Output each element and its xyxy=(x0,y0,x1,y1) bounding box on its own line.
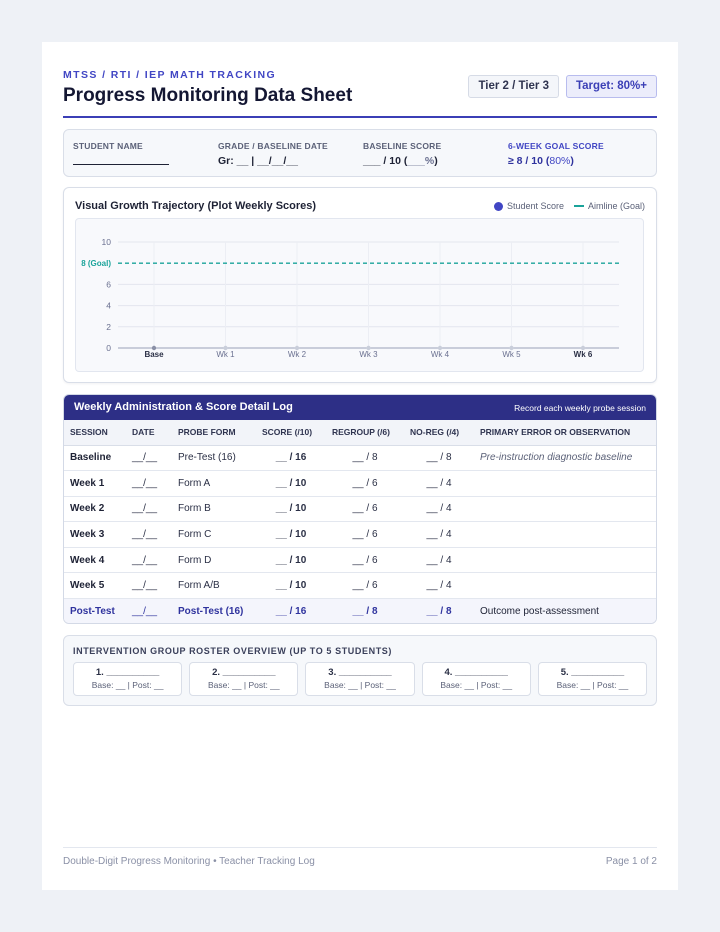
row-score[interactable]: __ / 10 xyxy=(256,522,326,548)
plot-area[interactable] xyxy=(75,218,644,372)
page-title: Progress Monitoring Data Sheet xyxy=(63,85,353,106)
table-header-row xyxy=(64,420,656,445)
roster-slot-name: 1. __________ xyxy=(95,667,160,678)
legend-aimline-label: Aimline (Goal) xyxy=(587,201,645,211)
table-row[interactable] xyxy=(64,471,656,497)
y-tick-label: 2 xyxy=(106,321,111,332)
roster-slot-name: 5. __________ xyxy=(560,667,625,678)
row-form: Form A/B xyxy=(172,573,256,599)
row-form: Form A xyxy=(172,471,256,497)
roster-grid xyxy=(73,662,647,696)
col-date: DATE xyxy=(126,420,172,445)
student-info-panel xyxy=(63,129,657,177)
row-date[interactable]: __/__ xyxy=(126,573,172,599)
row-session: Week 2 xyxy=(64,496,126,522)
row-noreg[interactable]: __ / 8 xyxy=(404,445,474,471)
col-observation: PRIMARY ERROR OR OBSERVATION xyxy=(474,420,656,445)
log-title: Weekly Administration & Score Detail Log xyxy=(74,401,293,413)
row-regroup[interactable]: __ / 8 xyxy=(326,599,404,624)
row-regroup[interactable]: __ / 6 xyxy=(326,496,404,522)
chart-legend xyxy=(494,201,645,211)
table-row[interactable] xyxy=(64,547,656,573)
roster-slot[interactable] xyxy=(305,662,414,696)
baseline-close: ) xyxy=(434,155,438,167)
legend-student-label: Student Score xyxy=(506,201,564,211)
legend-line-icon xyxy=(574,205,584,207)
x-tick-label: Wk 4 xyxy=(430,350,450,359)
page-header xyxy=(63,69,657,118)
row-form: Post-Test (16) xyxy=(172,599,256,624)
weekly-log-card xyxy=(63,394,657,624)
document-page xyxy=(42,42,678,890)
x-tick-label: Wk 3 xyxy=(359,350,378,359)
roster-slot-name: 4. __________ xyxy=(444,667,508,678)
row-date[interactable]: __/__ xyxy=(126,445,172,471)
legend-student xyxy=(494,201,564,211)
col-score: SCORE (/10) xyxy=(256,420,326,445)
row-session: Week 4 xyxy=(64,547,126,573)
grade-date-value: Gr: __ | __/__/__ xyxy=(218,155,298,167)
row-form: Form D xyxy=(172,547,256,573)
roster-slot-scores: Base: __ | Post: __ xyxy=(556,680,629,690)
y-tick-label: 10 xyxy=(101,237,111,247)
growth-chart[interactable] xyxy=(76,219,643,371)
x-tick-label: Wk 5 xyxy=(502,350,521,359)
row-observation[interactable] xyxy=(474,547,656,573)
baseline-score-label: BASELINE SCORE xyxy=(363,141,442,151)
goal-score-value: ≥ 8 / 10 ( xyxy=(508,155,550,167)
row-score[interactable]: __ / 10 xyxy=(256,471,326,497)
goal-close: ) xyxy=(570,155,574,167)
x-tick-label: Base xyxy=(144,350,164,359)
goal-score-label: 6-WEEK GOAL SCORE xyxy=(508,141,604,151)
row-regroup[interactable]: __ / 6 xyxy=(326,471,404,497)
y-tick-label: 0 xyxy=(106,343,111,353)
roster-slot-scores: Base: __ | Post: __ xyxy=(440,680,513,690)
row-score[interactable]: __ / 16 xyxy=(256,599,326,624)
row-observation[interactable] xyxy=(474,573,656,599)
roster-slot-scores: Base: __ | Post: __ xyxy=(324,680,396,690)
row-regroup[interactable]: __ / 6 xyxy=(326,573,404,599)
y-tick-label: 8 (Goal) xyxy=(81,259,111,269)
student-name-field[interactable] xyxy=(73,141,169,168)
row-regroup[interactable]: __ / 6 xyxy=(326,547,404,573)
table-row[interactable] xyxy=(64,522,656,548)
col-no-reg: NO-REG (/4) xyxy=(404,420,474,445)
table-row[interactable] xyxy=(64,573,656,599)
table-row-post-test[interactable] xyxy=(64,599,656,624)
row-regroup[interactable]: __ / 6 xyxy=(326,522,404,548)
chart-title: Visual Growth Trajectory (Plot Weekly Scores) xyxy=(75,200,317,212)
roster-slot[interactable] xyxy=(73,662,182,696)
table-row[interactable] xyxy=(64,496,656,522)
row-noreg[interactable]: __ / 4 xyxy=(404,471,474,497)
y-tick-label: 6 xyxy=(106,279,111,290)
row-session: Week 1 xyxy=(64,471,126,497)
row-noreg[interactable]: __ / 4 xyxy=(404,547,474,573)
table-row[interactable] xyxy=(64,445,656,471)
row-observation[interactable] xyxy=(474,471,656,497)
roster-slot-scores: Base: __ | Post: __ xyxy=(91,680,164,690)
row-form: Pre-Test (16) xyxy=(172,445,256,471)
growth-chart-card xyxy=(63,187,657,383)
row-session: Post-Test xyxy=(64,599,126,624)
goal-percent: 80% xyxy=(549,155,571,167)
page-kicker: MTSS / RTI / IEP MATH TRACKING xyxy=(63,69,277,81)
row-session: Week 5 xyxy=(64,573,126,599)
baseline-percent: ___% xyxy=(407,155,435,167)
goal-score-field xyxy=(508,141,604,167)
row-observation[interactable]: Pre-instruction diagnostic baseline xyxy=(474,445,656,471)
row-date[interactable]: __/__ xyxy=(126,496,172,522)
row-observation[interactable]: Outcome post-assessment xyxy=(474,599,656,624)
roster-slot[interactable] xyxy=(422,662,531,696)
grade-date-field[interactable] xyxy=(218,141,328,167)
row-score[interactable]: __ / 10 xyxy=(256,496,326,522)
col-probe-form: PROBE FORM xyxy=(172,420,256,445)
student-name-label: STUDENT NAME xyxy=(73,141,143,151)
roster-title: INTERVENTION GROUP ROSTER OVERVIEW (UP TO 5 STUDENTS) xyxy=(73,646,393,656)
target-badge: Target: 80%+ xyxy=(566,75,657,98)
row-session: Baseline xyxy=(64,445,126,471)
row-noreg[interactable]: __ / 4 xyxy=(404,496,474,522)
roster-slot-name: 3. __________ xyxy=(328,667,392,678)
row-form: Form B xyxy=(172,496,256,522)
legend-dot-icon xyxy=(494,202,503,211)
roster-slot-name: 2. __________ xyxy=(212,667,276,678)
row-observation[interactable] xyxy=(474,522,656,548)
footer-left: Double-Digit Progress Monitoring • Teacher Tracking Log xyxy=(63,856,315,867)
row-score[interactable]: __ / 10 xyxy=(256,573,326,599)
row-noreg[interactable]: __ / 4 xyxy=(404,522,474,548)
tier-badge: Tier 2 / Tier 3 xyxy=(468,75,559,98)
row-regroup[interactable]: __ / 8 xyxy=(326,445,404,471)
baseline-score-field[interactable] xyxy=(363,141,441,167)
student-name-blank[interactable] xyxy=(73,155,169,165)
y-tick-label: 4 xyxy=(106,300,111,311)
legend-aimline xyxy=(574,201,645,211)
page-number: Page 1 of 2 xyxy=(605,856,657,867)
log-note: Record each weekly probe session xyxy=(514,403,646,413)
roster-panel xyxy=(63,635,657,706)
weekly-log-table xyxy=(64,420,656,624)
x-tick-label: Wk 2 xyxy=(287,350,307,359)
col-session: SESSION xyxy=(64,420,126,445)
row-date[interactable]: __/__ xyxy=(126,547,172,573)
baseline-score-value: ___ / 10 ( xyxy=(363,155,408,167)
row-date[interactable]: __/__ xyxy=(126,522,172,548)
roster-slot[interactable] xyxy=(538,662,647,696)
row-observation[interactable] xyxy=(474,496,656,522)
grade-date-label: GRADE / BASELINE DATE xyxy=(218,141,328,151)
page-footer xyxy=(63,847,657,867)
row-score[interactable]: __ / 16 xyxy=(256,445,326,471)
roster-slot-scores: Base: __ | Post: __ xyxy=(207,680,280,690)
row-noreg[interactable]: __ / 4 xyxy=(404,573,474,599)
x-tick-label: Wk 6 xyxy=(573,350,593,359)
roster-slot[interactable] xyxy=(189,662,298,696)
row-score[interactable]: __ / 10 xyxy=(256,547,326,573)
col-regroup: REGROUP (/6) xyxy=(326,420,404,445)
log-header-bar xyxy=(64,395,656,420)
x-tick-label: Wk 1 xyxy=(216,350,235,359)
row-noreg[interactable]: __ / 8 xyxy=(404,599,474,624)
row-session: Week 3 xyxy=(64,522,126,548)
row-date[interactable]: __/__ xyxy=(126,471,172,497)
row-date[interactable]: __/__ xyxy=(126,599,172,624)
row-form: Form C xyxy=(172,522,256,548)
